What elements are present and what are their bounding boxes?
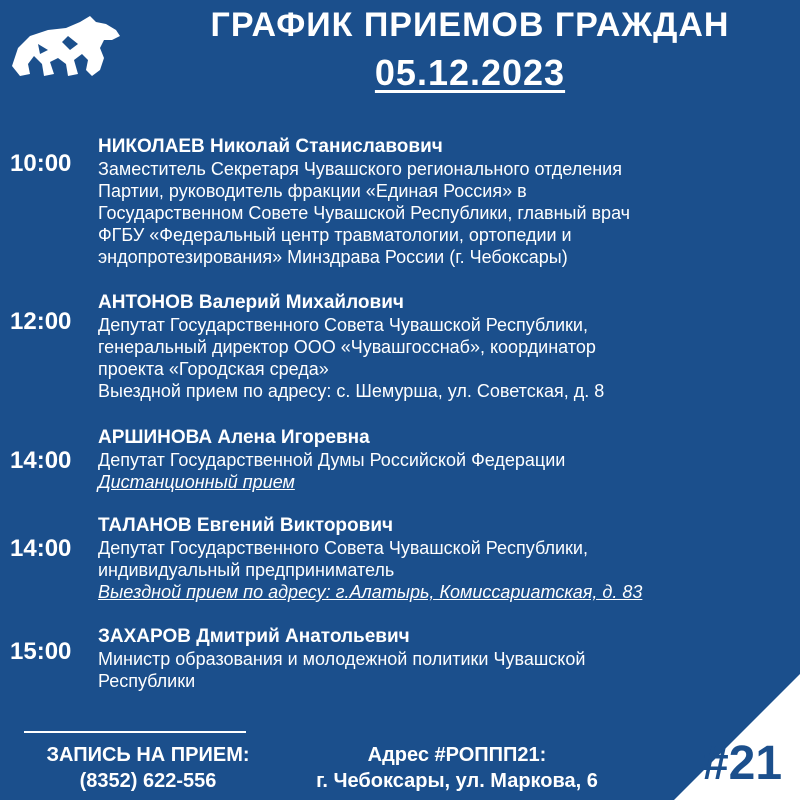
entry-line: генеральный директор ООО «Чувашгосснаб», координатор xyxy=(98,337,596,357)
entry-line: ФГБУ «Федеральный центр травматологии, ортопедии и xyxy=(98,225,572,245)
entry-line: Партии, руководитель фракции «Единая Россия» в xyxy=(98,181,527,201)
entry-name: АРШИНОВА Алена Игоревна xyxy=(98,427,370,448)
entry-time: 10:00 xyxy=(10,150,72,177)
region-tag: #21 xyxy=(701,737,783,790)
entry-note: Выездной прием по адресу: с. Шемурша, ул. Советская, д. 8 xyxy=(98,381,605,401)
entry-line: Депутат Государственной Думы Российской Федерации xyxy=(98,450,566,470)
entry-body xyxy=(98,427,784,493)
entry-name: ТАЛАНОВ Евгений Викторович xyxy=(98,515,394,536)
bear-logo-icon xyxy=(8,14,122,80)
entry-name: НИКОЛАЕВ Николай Станиславович xyxy=(98,136,443,157)
entry-name: АНТОНОВ Валерий Михайлович xyxy=(98,292,404,313)
entry-note: Выездной прием по адресу: г.Алатырь, Комиссариатская, д. 83 xyxy=(98,582,643,602)
entry-line: индивидуальный предприниматель xyxy=(98,560,395,580)
signup-block xyxy=(18,742,278,794)
entry-line: Республики xyxy=(98,671,196,691)
address-block xyxy=(262,742,652,794)
entry-line: Заместитель Секретаря Чувашского регионального отделения xyxy=(98,159,622,179)
address-text: г. Чебоксары, ул. Маркова, 6 xyxy=(316,770,598,792)
entry-note: Дистанционный прием xyxy=(98,472,295,492)
footer-divider xyxy=(24,731,246,733)
page-title: ГРАФИК ПРИЕМОВ ГРАЖДАН xyxy=(210,6,730,44)
entry-line: Министр образования и молодежной политики Чувашской xyxy=(98,649,586,669)
entry-time: 14:00 xyxy=(10,535,72,562)
entry-time: 15:00 xyxy=(10,638,72,665)
entry-line: Депутат Государственного Совета Чувашской Республики, xyxy=(98,538,588,558)
entry-line: эндопротезирования» Минздрава России (г. Чебоксары) xyxy=(98,247,568,267)
address-label: Адрес #РОППП21: xyxy=(367,744,547,766)
entry-time: 14:00 xyxy=(10,447,72,474)
schedule-date: 05.12.2023 xyxy=(374,52,566,93)
entry-body xyxy=(98,292,784,402)
entry-line: Депутат Государственного Совета Чувашской Республики, xyxy=(98,315,588,335)
entry-time: 12:00 xyxy=(10,308,72,335)
phone-number: (8352) 622-556 xyxy=(79,770,217,792)
entry-body xyxy=(98,136,784,268)
entry-name: ЗАХАРОВ Дмитрий Анатольевич xyxy=(98,626,410,647)
entry-line: проекта «Городская среда» xyxy=(98,359,329,379)
entry-body xyxy=(98,515,784,603)
entry-line: Государственном Совете Чувашской Республики, главный врач xyxy=(98,203,631,223)
signup-label: ЗАПИСЬ НА ПРИЕМ: xyxy=(46,744,250,766)
